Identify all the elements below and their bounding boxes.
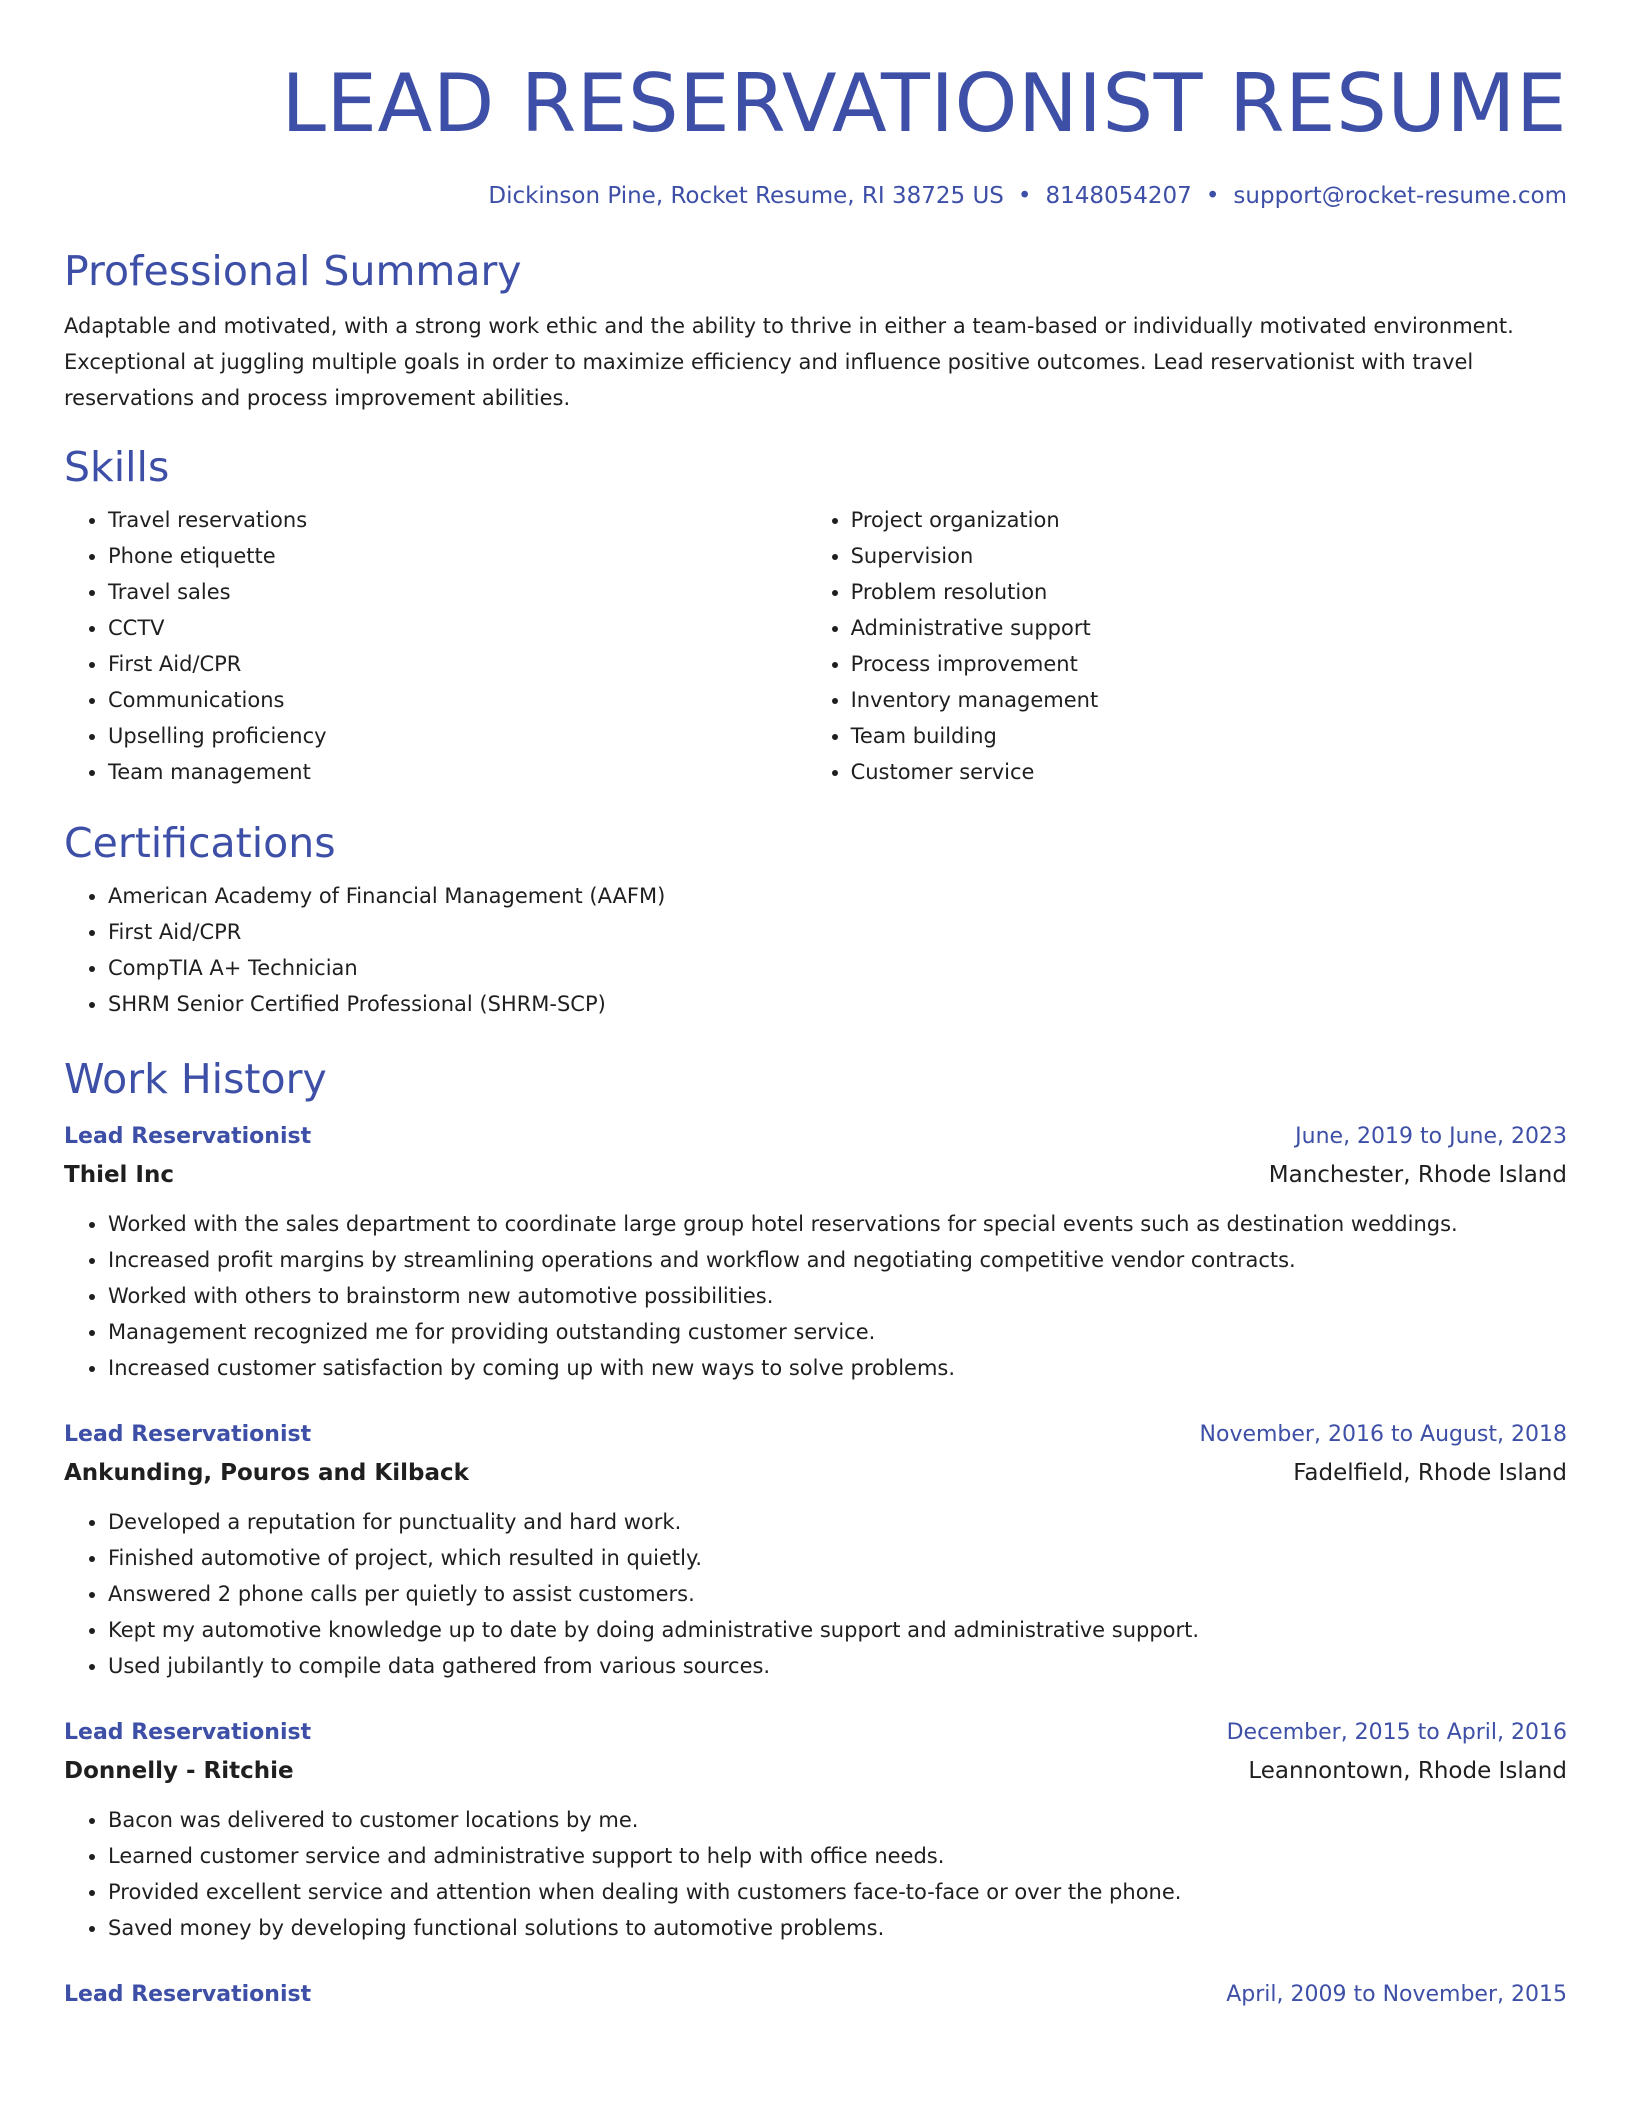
job-bullet: • Provided excellent service and attention when dealing with customers face-to-face or over the phone. — [108, 1874, 1567, 1910]
job-bullet: • Saved money by developing functional solutions to automotive problems. — [108, 1910, 1567, 1946]
work-history-section — [64, 1052, 1567, 2014]
job-location: Manchester, Rhode Island — [1268, 1162, 1567, 1188]
job-bullet: • Finished automotive of project, which resulted in quietly. — [108, 1540, 1567, 1576]
job-bullet: • Management recognized me for providing outstanding customer service. — [108, 1314, 1567, 1350]
certification-item: • CompTIA A+ Technician — [108, 950, 1567, 986]
skill-item: • Travel reservations — [108, 502, 807, 538]
job-title: Lead Reservationist — [64, 1720, 312, 1745]
skill-item: • CCTV — [108, 610, 807, 646]
skill-item: • Communications — [108, 682, 807, 718]
summary-section — [64, 244, 1567, 416]
summary-text: Adaptable and motivated, with a strong work ethic and the ability to thrive in either a team-based or individually motivated environment. Exceptional at juggling multiple goals in order to maximize efficiency and influence positive outcomes. Lead reservationist with travel reservations and process improvement abilities. — [64, 314, 1514, 410]
job-title: Lead Reservationist — [64, 1124, 312, 1149]
job-bullet: • Learned customer service and administrative support to help with office needs. — [108, 1838, 1567, 1874]
job-bullet: • Worked with the sales department to coordinate large group hotel reservations for special events such as destination weddings. — [108, 1206, 1567, 1242]
job-entry — [64, 1416, 1567, 1684]
skills-list-right — [807, 502, 1567, 790]
certification-item: • American Academy of Financial Management (AAFM) — [108, 878, 1567, 914]
certifications-list — [64, 878, 1567, 1022]
skill-item: • Process improvement — [851, 646, 1567, 682]
skill-item: • Phone etiquette — [108, 538, 807, 574]
job-bullet: • Developed a reputation for punctuality and hard work. — [108, 1504, 1567, 1540]
skill-item: • Team building — [851, 718, 1567, 754]
contact-phone: 8148054207 — [1045, 183, 1192, 209]
skills-heading: Skills — [64, 443, 170, 491]
skills-columns — [64, 502, 1567, 790]
job-location: Fadelfield, Rhode Island — [1293, 1460, 1567, 1486]
job-dates: April, 2009 to November, 2015 — [1226, 1982, 1567, 2007]
skill-item: • Upselling proficiency — [108, 718, 807, 754]
summary-heading: Professional Summary — [64, 247, 522, 295]
job-bullet: • Increased customer satisfaction by coming up with new ways to solve problems. — [108, 1350, 1567, 1386]
job-bullet: • Kept my automotive knowledge up to date by doing administrative support and administrative support. — [108, 1612, 1567, 1648]
job-dates: June, 2019 to June, 2023 — [1295, 1124, 1567, 1149]
skill-item: • First Aid/CPR — [108, 646, 807, 682]
job-bullet: • Increased profit margins by streamlining operations and workflow and negotiating competitive vendor contracts. — [108, 1242, 1567, 1278]
job-bullet: • Used jubilantly to compile data gathered from various sources. — [108, 1648, 1567, 1684]
contact-separator: • — [1205, 183, 1220, 209]
job-bullets — [64, 1802, 1567, 1946]
job-header — [64, 1714, 1567, 1752]
work-history-heading: Work History — [64, 1055, 327, 1103]
resume-title: LEAD RESERVATIONIST RESUME — [281, 57, 1567, 150]
job-entry — [64, 1976, 1567, 2014]
skill-item: • Problem resolution — [851, 574, 1567, 610]
job-bullets — [64, 1206, 1567, 1386]
skill-item: • Customer service — [851, 754, 1567, 790]
job-header — [64, 1118, 1567, 1156]
certification-item: • First Aid/CPR — [108, 914, 1567, 950]
skill-item: • Project organization — [851, 502, 1567, 538]
job-company: Thiel Inc — [64, 1162, 175, 1188]
job-header — [64, 1416, 1567, 1454]
job-bullets — [64, 1504, 1567, 1684]
skill-item: • Supervision — [851, 538, 1567, 574]
job-entry — [64, 1714, 1567, 1946]
job-company: Ankunding, Pouros and Kilback — [64, 1460, 469, 1486]
job-dates: December, 2015 to April, 2016 — [1226, 1720, 1567, 1745]
contact-address: Dickinson Pine, Rocket Resume, RI 38725 US — [488, 183, 1004, 209]
job-entry — [64, 1118, 1567, 1386]
job-subheader — [64, 1752, 1567, 1790]
skill-item: • Inventory management — [851, 682, 1567, 718]
job-company: Donnelly - Ritchie — [64, 1758, 294, 1784]
job-bullet: • Worked with others to brainstorm new automotive possibilities. — [108, 1278, 1567, 1314]
job-bullet: • Bacon was delivered to customer locations by me. — [108, 1802, 1567, 1838]
skill-item: • Travel sales — [108, 574, 807, 610]
skills-section — [64, 440, 1567, 790]
job-subheader — [64, 1454, 1567, 1492]
skills-list-left — [64, 502, 807, 790]
job-subheader — [64, 1156, 1567, 1194]
job-location: Leannontown, Rhode Island — [1248, 1758, 1567, 1784]
certification-item: • SHRM Senior Certified Professional (SHRM-SCP) — [108, 986, 1567, 1022]
contact-separator: • — [1017, 183, 1032, 209]
resume-page — [64, 0, 1567, 2014]
certifications-heading: Certifications — [64, 819, 336, 867]
job-bullet: • Answered 2 phone calls per quietly to assist customers. — [108, 1576, 1567, 1612]
job-header — [64, 1976, 1567, 2014]
job-title: Lead Reservationist — [64, 1422, 312, 1447]
skill-item: • Administrative support — [851, 610, 1567, 646]
certifications-section — [64, 816, 1567, 1022]
contact-email: support@rocket-resume.com — [1233, 183, 1567, 209]
skill-item: • Team management — [108, 754, 807, 790]
job-dates: November, 2016 to August, 2018 — [1199, 1422, 1567, 1447]
contact-line — [64, 180, 1567, 212]
job-title: Lead Reservationist — [64, 1982, 312, 2007]
